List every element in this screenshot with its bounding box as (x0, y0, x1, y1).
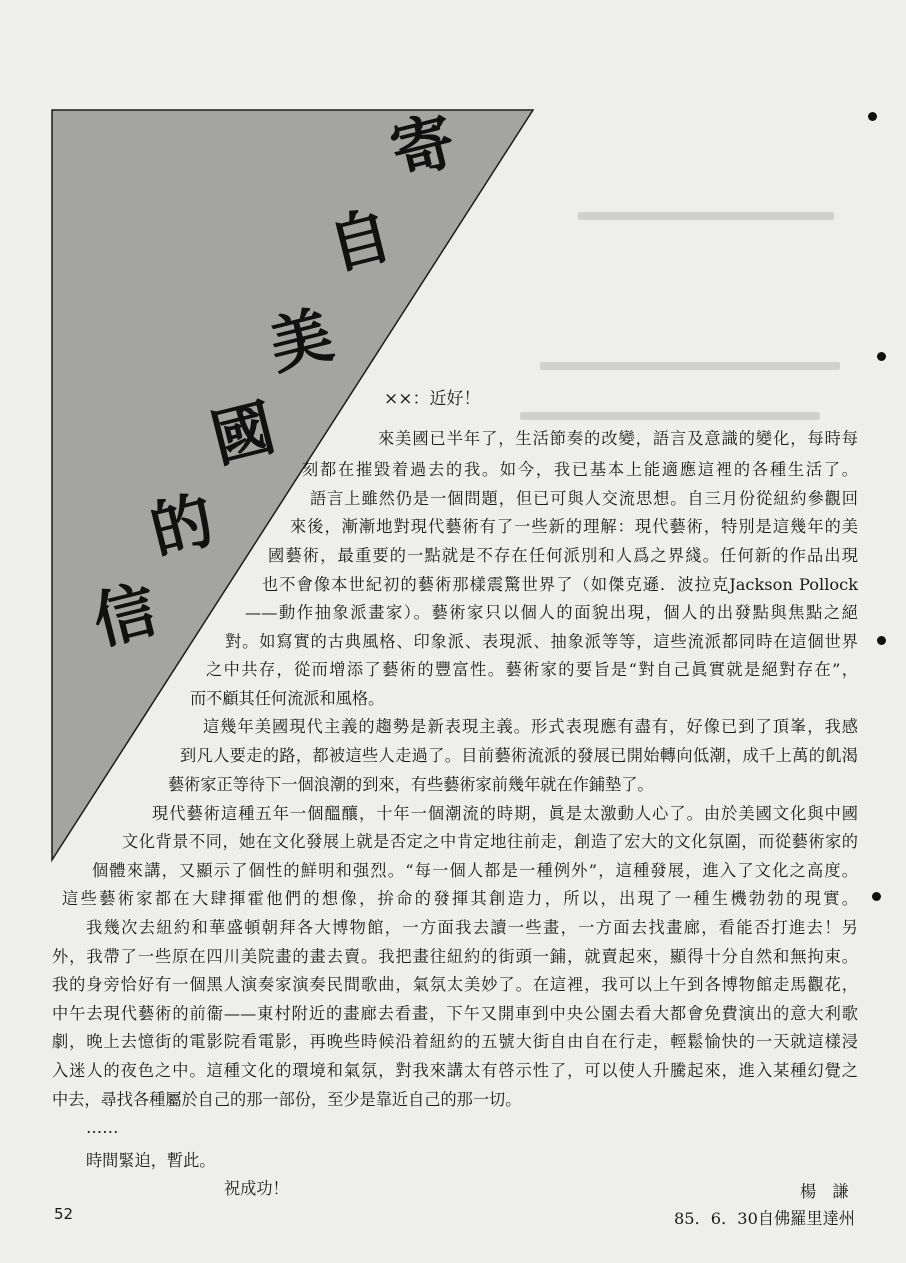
body-line: 國藝術，最重要的一點就是不存在任何派別和人爲之界綫。任何新的作品出現 (268, 546, 858, 565)
body-line: 中午去現代藝術的前衞——東村附近的畫廊去看畫，下午又開車到中央公園去看大都會免費演出的意大利歌 (52, 1004, 858, 1023)
title-char: 自 (320, 197, 399, 284)
body-line: 來美國已半年了，生活節奏的改變，語言及意識的變化，每時每 (378, 429, 858, 448)
bleed-through-mark (578, 212, 834, 220)
page-number: 52 (54, 1205, 74, 1223)
body-line: 而不顧其任何流派和風格。 (190, 689, 385, 708)
ellipsis: …… (86, 1118, 119, 1137)
binding-hole (877, 352, 886, 361)
body-line: 刻都在摧毀着過去的我。如今，我已基本上能適應這裡的各種生活了。 (302, 460, 858, 479)
body-line: 個體來講，又顯示了個性的鮮明和强烈。“每一個人都是一種例外”，這種發展，進入了文化之高度。 (92, 861, 858, 880)
body-line: 外，我帶了一些原在四川美院畫的畫去賣。我把畫往紐約的街頭一鋪，就賣起來，顯得十分自然和無拘束。 (52, 947, 858, 966)
title-char: 信 (85, 572, 164, 659)
body-line: 語言上雖然仍是一個問題，但已可與人交流思想。自三月份從紐約參觀回 (310, 489, 858, 508)
bleed-through-mark (520, 412, 820, 420)
body-line: 之中共存，從而增添了藝術的豐富性。藝術家的要旨是“對自己眞實就是絕對存在”， (206, 660, 858, 679)
body-line: 中去，尋找各種屬於自己的那一部份，至少是靠近自己的那一切。 (52, 1090, 522, 1109)
binding-hole (868, 112, 877, 121)
body-line: 來後，漸漸地對現代藝術有了一些新的理解：現代藝術，特別是這幾年的美 (290, 517, 858, 536)
body-line: ——動作抽象派畫家）。藝術家只以個人的面貌出現，個人的出發點與焦點之絕 (245, 603, 858, 622)
body-line: 我幾次去紐約和華盛頓朝拜各大博物館，一方面我去讀一些畫，一方面去找畫廊，看能否打進去！另 (86, 918, 858, 937)
date-place: 85．6．30自佛羅里達州 (674, 1209, 855, 1228)
body-line: 這些藝術家都在大肆揮霍他們的想像，拚命的發揮其創造力，所以，出現了一種生機勃勃的現實。 (62, 889, 858, 908)
signature: 楊 謙 (800, 1182, 849, 1201)
body-line: 這幾年美國現代主義的趨勢是新表現主義。形式表現應有盡有，好像已到了頂峯，我感 (203, 717, 858, 736)
body-line: 現代藝術這種五年一個醞釀，十年一個潮流的時期，眞是太激動人心了。由於美國文化與中國 (152, 804, 858, 823)
bleed-through-mark (540, 362, 840, 370)
title-char: 的 (142, 482, 221, 569)
binding-hole (877, 636, 886, 645)
body-line: 劇，晚上去憶街的電影院看電影，再晚些時候沿着紐約的五號大街自由自在行走，輕鬆愉快的一天就這樣浸 (52, 1032, 858, 1051)
body-line: 對。如寫實的古典風格、印象派、表現派、抽象派等等，這些流派都同時在這個世界 (225, 632, 858, 651)
wish-line: 祝成功！ (224, 1179, 289, 1198)
body-line: 也不會像本世紀初的藝術那樣震驚世界了（如傑克遜．波拉克Jackson Pollock (262, 575, 858, 594)
greeting: ××：近好！ (384, 389, 481, 409)
body-line: 藝術家正等待下一個浪潮的到來，有些藝術家前幾年就在作鋪墊了。 (168, 775, 654, 794)
title-char: 寄 (383, 103, 462, 190)
binding-hole (872, 892, 881, 901)
title-char: 美 (261, 297, 340, 384)
title-char: 國 (203, 390, 282, 477)
body-line: 我的身旁恰好有一個黑人演奏家演奏民間歌曲，氣氛太美妙了。在這裡，我可以上午到各博物館走馬觀花， (52, 975, 858, 994)
closing-line: 時間緊迫，暫此。 (86, 1151, 216, 1170)
body-line: 到凡人要走的路，都被這些人走過了。目前藝術流派的發展已開始轉向低潮，成千上萬的飢渴 (180, 746, 858, 765)
body-line: 文化背景不同，她在文化發展上就是否定之中肯定地往前走，創造了宏大的文化氛圍，而從藝術家的 (122, 832, 858, 851)
body-line: 入迷人的夜色之中。這種文化的環境和氣氛，對我來講太有啓示性了，可以使人升騰起來，進入某種幻覺之 (52, 1061, 858, 1080)
